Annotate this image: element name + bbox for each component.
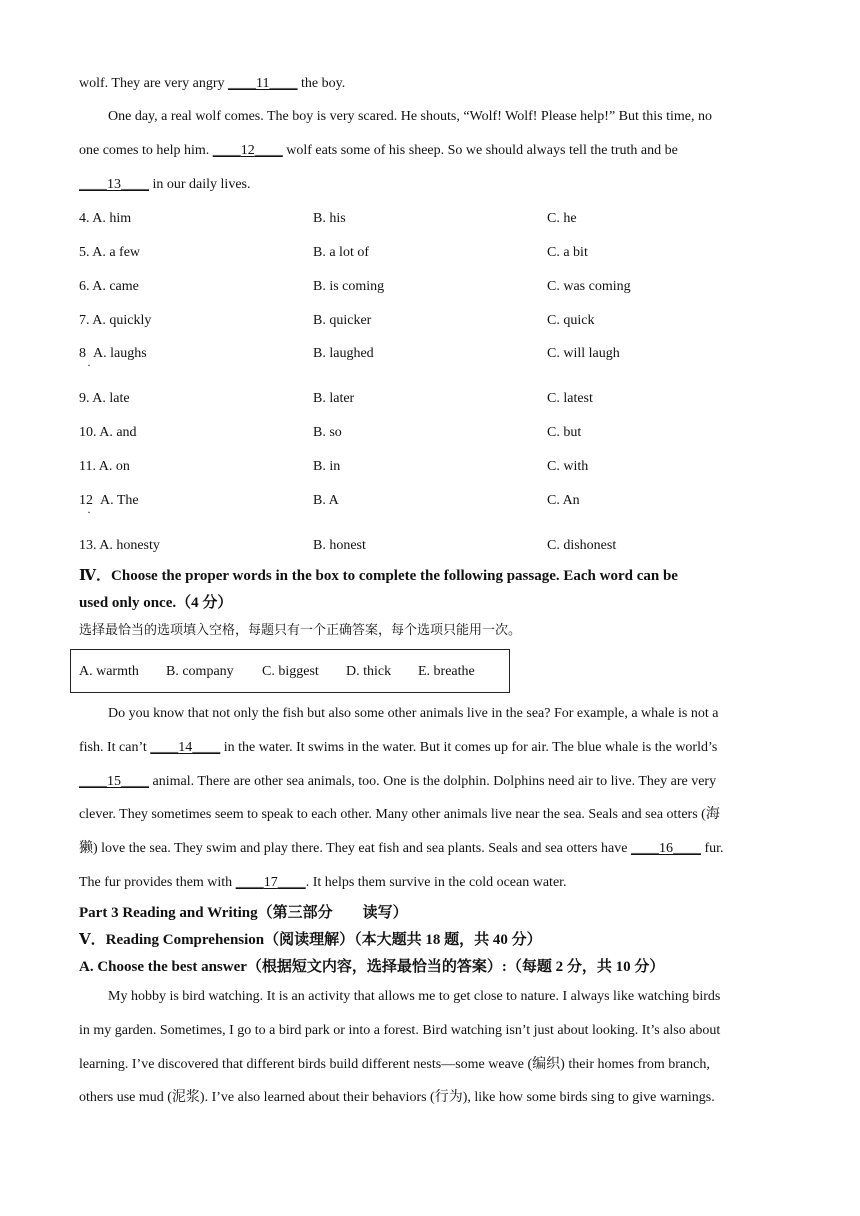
passage-line: Do you know that not only the fish but also some other animals live in the sea? For example, a whale is not a — [108, 706, 719, 721]
option-row — [79, 537, 779, 555]
word-option: D. thick — [346, 664, 392, 679]
option-c[interactable]: C. he — [547, 211, 577, 226]
word-box — [70, 649, 510, 693]
option-c[interactable]: C. a bit — [547, 245, 588, 260]
option-b[interactable]: B. a lot of — [313, 245, 369, 260]
option-a[interactable]: 6. A. came — [79, 279, 139, 294]
option-row — [79, 492, 779, 510]
part-title: Part 3 Reading and Writing（第三部分 读写） — [79, 905, 408, 921]
option-row — [79, 390, 779, 408]
option-a[interactable]: 11. A. on — [79, 459, 130, 474]
passage-line: clever. They sometimes seem to speak to each other. Many other animals live near the sea. Seals and sea otters (海 — [79, 807, 720, 822]
option-c[interactable]: C. was coming — [547, 279, 631, 294]
option-a[interactable]: 13. A. honesty — [79, 538, 160, 553]
option-b[interactable]: B. laughed — [313, 346, 374, 361]
option-c[interactable]: C. latest — [547, 391, 593, 406]
passage-line: 獭) love the sea. They swim and play there. They eat fish and sea plants. Seals and sea otters have ____16____ fur. — [79, 841, 724, 856]
option-c[interactable]: C. will laugh — [547, 346, 620, 361]
option-c[interactable]: C. with — [547, 459, 589, 474]
blank-14[interactable]: ____14____ — [150, 740, 221, 755]
option-row — [79, 458, 779, 476]
option-b[interactable]: B. quicker — [313, 313, 372, 328]
option-a[interactable]: 7. A. quickly — [79, 313, 152, 328]
option-b[interactable]: B. honest — [313, 538, 366, 553]
section-instruction: 选择最恰当的选项填入空格，每题只有一个正确答案，每个选项只能用一次。 — [79, 623, 522, 638]
passage-line: fish. It can’t ____14____ in the water. It swims in the water. But it comes up for air. The blue whale is the world’s — [79, 740, 718, 755]
section-heading: Ⅴ．Reading Comprehension（阅读理解）（本大题共 18 题，共 40 分） — [79, 932, 542, 948]
option-c[interactable]: C. but — [547, 425, 582, 440]
option-b[interactable]: B. A — [313, 493, 339, 508]
word-option: C. biggest — [262, 664, 319, 679]
blank-13[interactable]: ____13____ — [79, 177, 149, 192]
option-row — [79, 424, 779, 442]
passage-line: wolf. They are very angry ____11____ the boy. — [79, 76, 346, 91]
blank-12[interactable]: ____12____ — [212, 143, 283, 158]
passage-line: one comes to help him. ____12____ wolf eats some of his sheep. So we should always tell the truth and be — [79, 143, 678, 158]
option-a[interactable]: 12 · A. The — [79, 492, 139, 510]
word-option: B. company — [166, 664, 234, 679]
blank-16[interactable]: ____16____ — [630, 841, 701, 856]
option-c[interactable]: C. dishonest — [547, 538, 617, 553]
blank-11[interactable]: ____11____ — [228, 76, 298, 91]
option-a[interactable]: 8 · A. laughs — [79, 345, 147, 363]
passage-line: learning. I’ve discovered that different birds build different nests—some weave (编织) their homes from branch, — [79, 1057, 710, 1072]
option-a[interactable]: 9. A. late — [79, 391, 130, 406]
word-option: E. breathe — [418, 664, 475, 679]
passage-line: The fur provides them with ____17____. It helps them survive in the cold ocean water. — [79, 875, 567, 890]
passage-line: others use mud (泥浆). I’ve also learned about their behaviors (行为), like how some birds sing to give warnings. — [79, 1090, 715, 1105]
option-row — [79, 345, 779, 363]
option-a[interactable]: 4. A. him — [79, 211, 132, 226]
passage-line: ____13____ in our daily lives. — [79, 177, 251, 192]
option-row — [79, 278, 779, 296]
passage-line: My hobby is bird watching. It is an activity that allows me to get close to nature. I always like watching birds — [108, 989, 721, 1004]
passage-line: ____15____ animal. There are other sea animals, too. One is the dolphin. Dolphins need air to live. They are very — [79, 774, 717, 789]
option-a[interactable]: 5. A. a few — [79, 245, 141, 260]
passage-line: One day, a real wolf comes. The boy is very scared. He shouts, “Wolf! Wolf! Please help!” But this time, no — [108, 109, 712, 124]
section-heading: Ⅳ．Choose the proper words in the box to complete the following passage. Each word can be — [79, 568, 678, 584]
section-heading-cont: used only once.（4 分） — [79, 595, 233, 611]
option-b[interactable]: B. is coming — [313, 279, 385, 294]
option-c[interactable]: C. quick — [547, 313, 595, 328]
option-c[interactable]: C. An — [547, 493, 580, 508]
passage-line: in my garden. Sometimes, I go to a bird park or into a forest. Bird watching isn’t just about looking. It’s also about — [79, 1023, 721, 1038]
option-row — [79, 210, 779, 228]
word-option: A. warmth — [79, 664, 139, 679]
option-b[interactable]: B. later — [313, 391, 355, 406]
option-a[interactable]: 10. A. and — [79, 425, 137, 440]
option-b[interactable]: B. in — [313, 459, 341, 474]
blank-15[interactable]: ____15____ — [79, 774, 149, 789]
option-row — [79, 244, 779, 262]
subsection-heading: A. Choose the best answer（根据短文内容，选择最恰当的答案）:（每题 2 分，共 10 分） — [79, 959, 665, 975]
option-b[interactable]: B. so — [313, 425, 342, 440]
blank-17[interactable]: ____17____ — [235, 875, 306, 890]
option-b[interactable]: B. his — [313, 211, 346, 226]
option-row — [79, 312, 779, 330]
